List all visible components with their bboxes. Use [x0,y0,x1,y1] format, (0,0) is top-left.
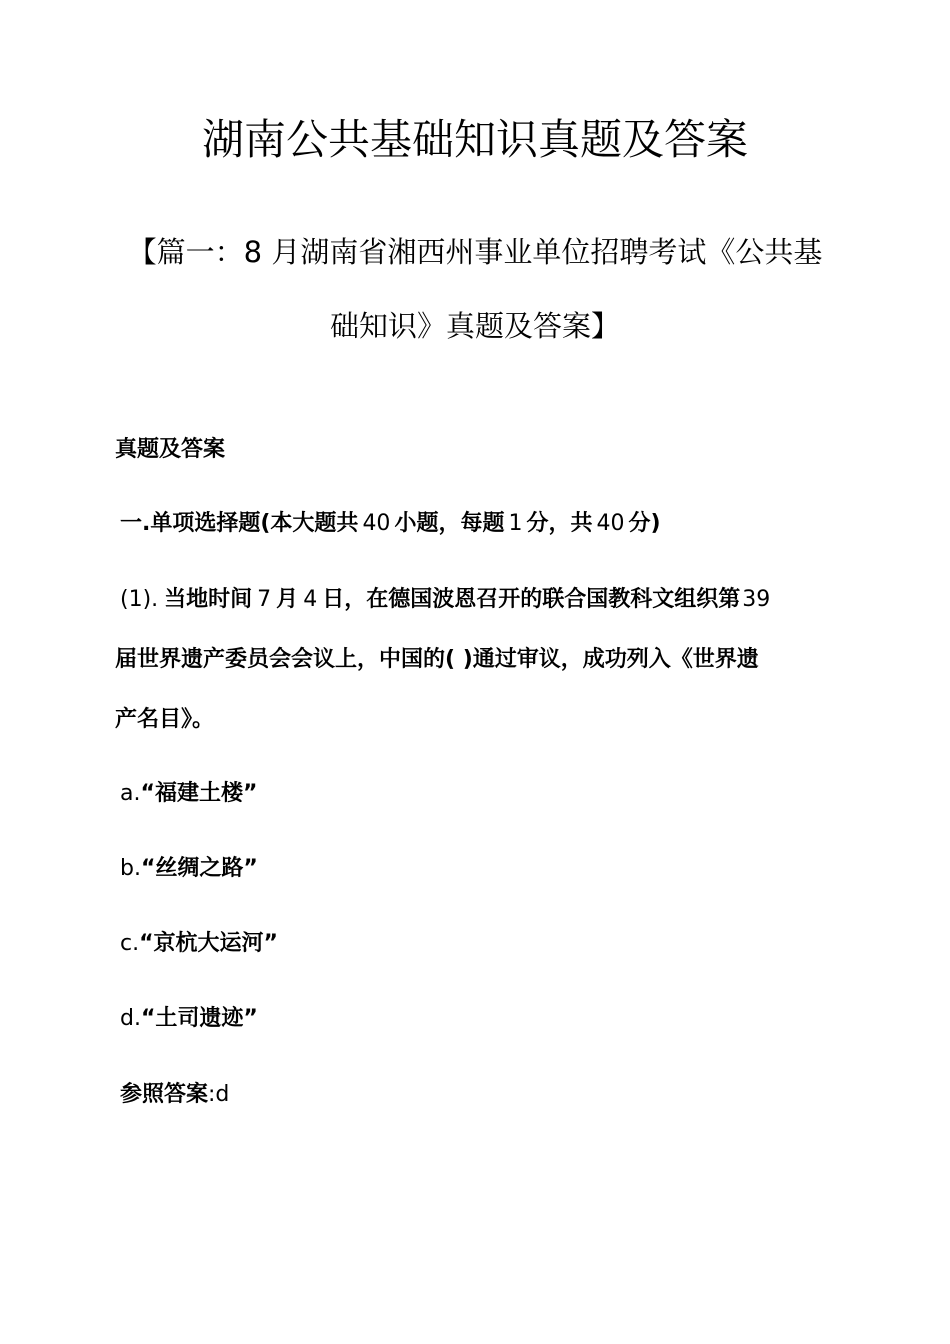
part-heading-text-3: 分，共 [526,511,593,536]
answer-label: 参照答案 [120,1082,209,1107]
part-heading-text-2: 小题，每题 [394,511,505,536]
option-b [120,853,258,885]
question-number: (1). [120,587,159,612]
part-heading [120,508,661,540]
option-c [120,928,278,960]
option-d-text: “土司遗迹” [140,1006,258,1031]
question-line-1 [120,584,770,616]
question-line-1-num-1: 7 [257,587,272,612]
option-c-letter: c. [120,931,140,956]
part-heading-num-3: 40 [596,511,625,536]
part-heading-text-1: .单项选择题(本大题共 [142,511,359,536]
question-line-1-text-3: 日，在德国波恩召开的联合国教科文组织第 [322,587,741,612]
part-heading-text-4: 分) [628,511,661,536]
option-b-letter: b. [120,856,141,881]
question-line-2: 届世界遗产委员会会议上，中国的( )通过审议，成功列入《世界遗 [115,647,759,672]
option-a-letter: a. [120,781,141,806]
option-d-letter: d. [120,1006,141,1031]
option-d [120,1003,258,1035]
part-heading-prefix: 一 [120,511,143,536]
part-heading-num-1: 40 [362,511,391,536]
answer-line [120,1079,229,1111]
document-title: 湖南公共基础知识真题及答案 [201,115,748,164]
question-line-1-num-2: 4 [303,587,318,612]
subtitle-line-2: 础知识》真题及答案】 [329,309,620,343]
option-a [120,778,257,810]
option-c-text: “京杭大运河” [139,931,279,956]
part-heading-num-2: 1 [508,511,523,536]
option-b-text: “丝绸之路” [140,856,258,881]
answer-value: :d [208,1082,230,1107]
question-line-1-text-2: 月 [276,587,299,612]
question-line-1-text-1: 当地时间 [164,587,253,612]
option-a-text: “福建土楼” [140,781,258,806]
question-line-1-num-3: 39 [742,587,771,612]
subtitle-line-1: 【篇一：8 月湖南省湘西州事业单位招聘考试《公共基 [127,235,823,269]
section-heading: 真题及答案 [115,437,226,462]
question-line-3: 产名目》。 [115,707,215,732]
